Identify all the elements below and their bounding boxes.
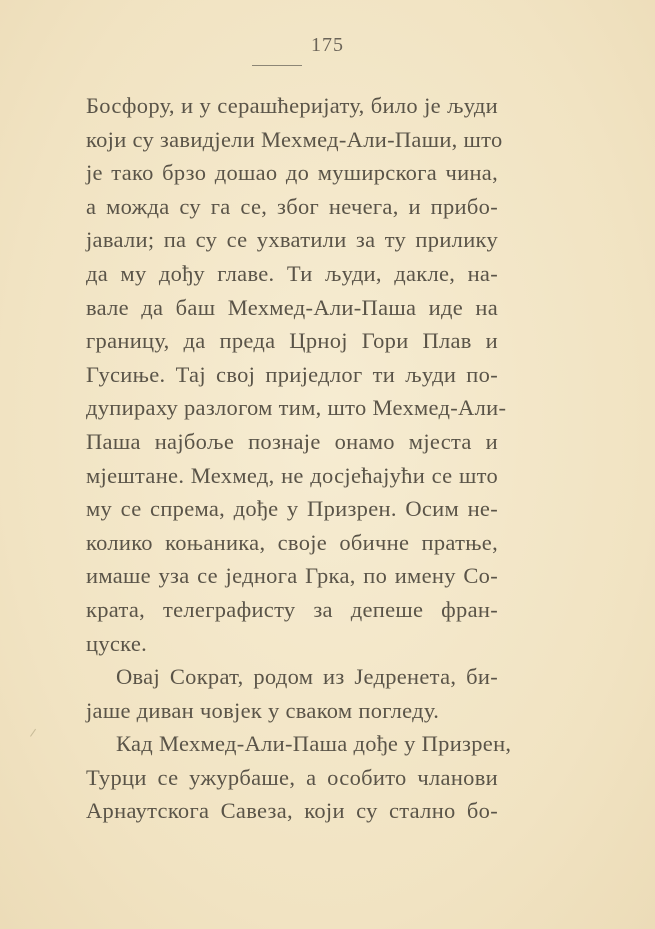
text-line: границу, да преда Црној Гори Плав и — [86, 328, 498, 354]
text-line — [86, 727, 512, 761]
page-number-rule — [252, 65, 302, 66]
text-line: цуске. — [86, 630, 148, 656]
text-line: дупираху разлогом тим, што Мехмед-Али- — [86, 395, 507, 421]
text-line: му се спрема, дође у Призрен. Осим не- — [86, 496, 498, 522]
text-line-content: Кад Мехмед-Али-Паша дође у Призрен, — [116, 731, 512, 757]
text-line: Гусиње. Тај свој приједлог ти људи по- — [86, 361, 498, 387]
page-number: 175 — [311, 34, 344, 56]
text-line: вале да баш Мехмед-Али-Паша иде на — [86, 294, 498, 320]
text-line: крата, телеграфисту за депеше фран- — [86, 596, 498, 622]
text-line: јаше диван човјек у сваком погледу. — [86, 697, 440, 723]
text-line: Арнаутскога Савеза, који су стално бо- — [86, 798, 498, 824]
page-number-container — [0, 34, 655, 57]
text-line: имаше уза се једнога Грка, по имену Со- — [86, 563, 498, 589]
text-line: који су завидјели Мехмед-Али-Паши, што — [86, 126, 503, 152]
text-line: да му дођу главе. Ти људи, дакле, на- — [86, 260, 498, 286]
text-line: јавали; па су се ухватили за ту прилику — [86, 227, 498, 253]
text-line-content: Овај Сократ, родом из Једренета, би- — [116, 664, 498, 690]
text-line: мјештане. Мехмед, не досјећајући се што — [86, 462, 498, 488]
margin-pencil-mark — [30, 729, 41, 740]
text-line: а можда су га се, због нечега, и прибо- — [86, 193, 498, 219]
text-line: Турци се ужурбаше, а особито чланови — [86, 764, 498, 790]
text-line: Паша најбоље познаје онамо мјеста и — [86, 428, 498, 454]
text-line: је тако брзо дошао до муширскога чина, — [86, 160, 498, 186]
text-line: колико коњаника, своје обичне пратње, — [86, 529, 498, 555]
text-line — [86, 660, 498, 694]
text-line: Босфору, и у серашћеријату, било је људи — [86, 93, 498, 118]
body-text — [86, 89, 512, 828]
